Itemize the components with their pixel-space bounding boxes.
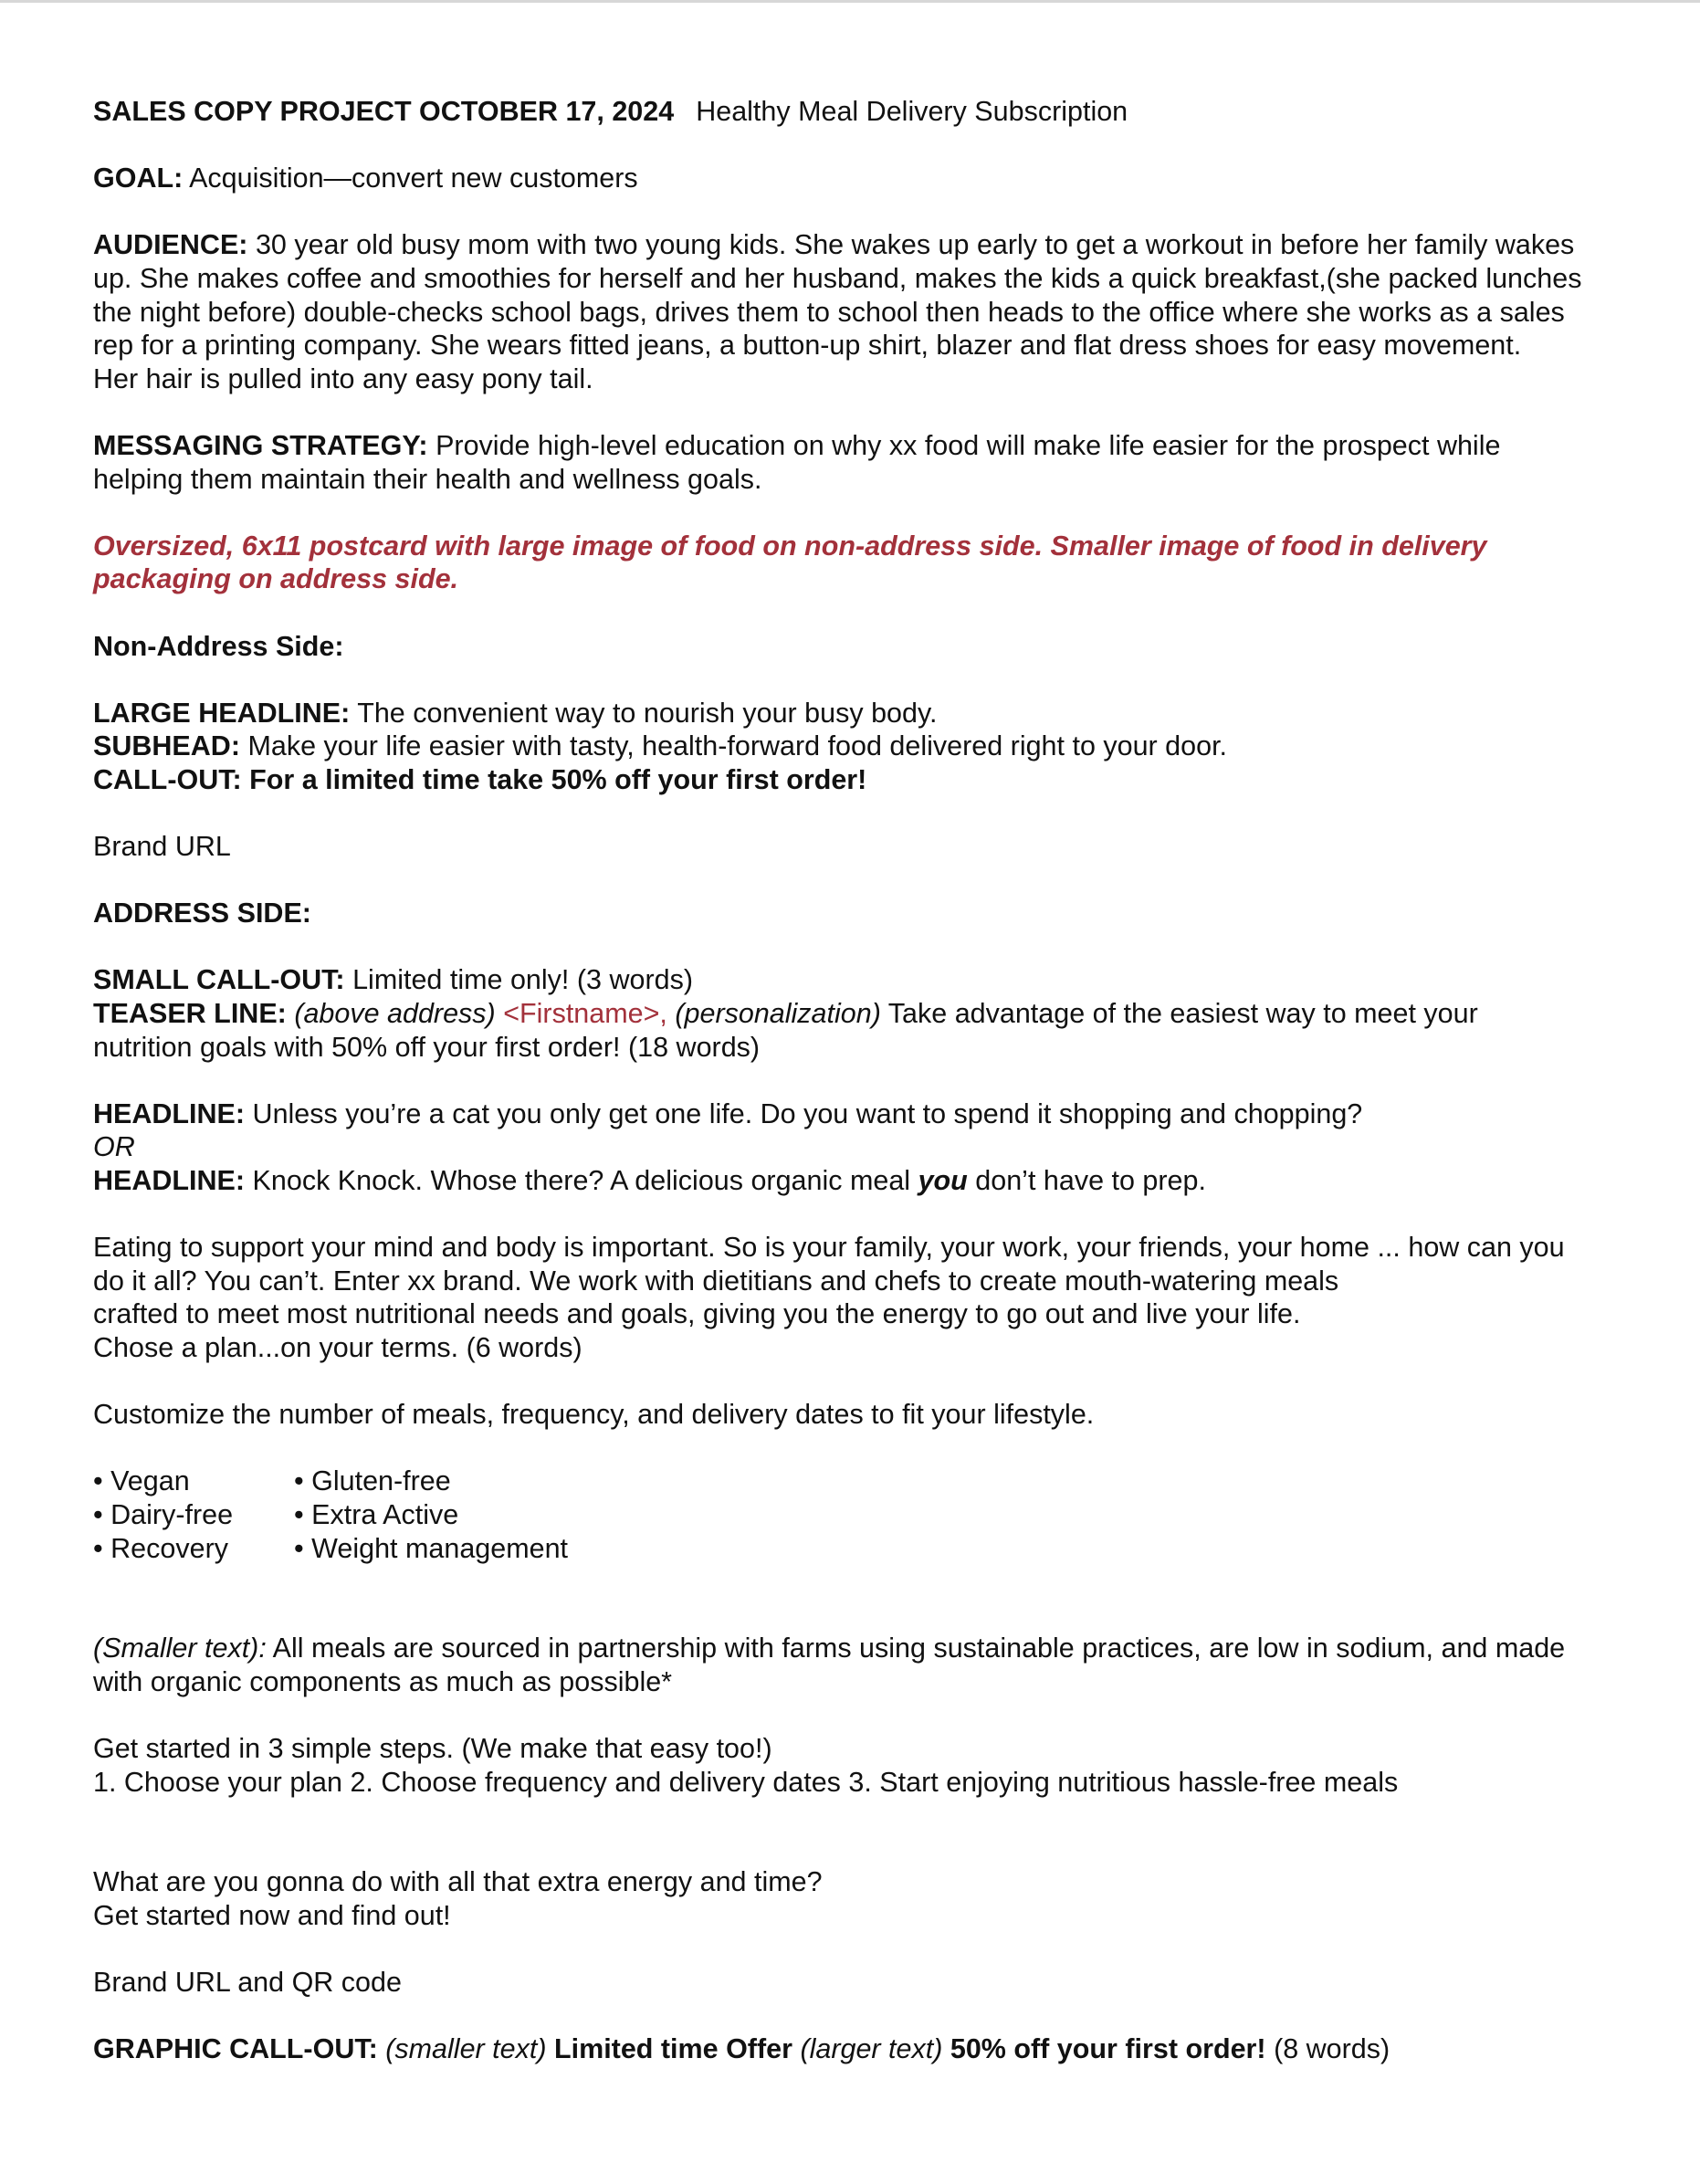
document-title-line (93, 95, 1609, 129)
list-item: • Gluten-free (294, 1465, 451, 1497)
list-item: • Dairy-free (93, 1498, 234, 1530)
closing-line: Get started now and find out! (93, 1899, 451, 1931)
audience-line: AUDIENCE: 30 year old busy mom with two young kids. She wakes up early to get a workout in before her family wakes (93, 229, 1575, 261)
address-callouts (93, 963, 1609, 1064)
audience-paragraph (93, 228, 1609, 395)
document-page (93, 95, 1609, 2066)
plan-options-list (93, 1465, 1609, 1565)
customize-line: Customize the number of meals, frequency, and delivery dates to fit your lifestyle. (93, 1399, 1095, 1431)
address-side-heading: ADDRESS SIDE: (93, 898, 311, 929)
headline-options (93, 1097, 1609, 1198)
messaging-line: MESSAGING STRATEGY: Provide high-level education on why xx food will make life easier for the prospect while (93, 429, 1501, 461)
brand-url: Brand URL (93, 831, 231, 863)
audience-label: AUDIENCE: (93, 229, 248, 261)
emphasis-you: you (918, 1165, 968, 1196)
steps-list: 1. Choose your plan 2. Choose frequency and delivery dates 3. Start enjoying nutritious hassle-free meals (93, 1766, 1399, 1798)
non-address-heading: Non-Address Side: (93, 630, 344, 662)
call-out: CALL-OUT: For a limited time take 50% off your first order! (93, 763, 867, 795)
format-note-line: Oversized, 6x11 postcard with large image of food on non-address side. Smaller image of food in delivery (93, 530, 1487, 562)
audience-line: Her hair is pulled into any easy pony tail. (93, 362, 593, 394)
body-copy (93, 1231, 1609, 1364)
body-line: crafted to meet most nutritional needs and goals, giving you the energy to go out and live your life. (93, 1298, 1301, 1330)
list-item: • Vegan (93, 1465, 190, 1497)
body-line: Eating to support your mind and body is important. So is your family, your work, your friends, your home ... how can you (93, 1232, 1565, 1264)
firstname-token: <Firstname>, (503, 998, 667, 1030)
smaller-text-line: (Smaller text): All meals are sourced in partnership with farms using sustainable practices, are low in sodium, and made (93, 1633, 1566, 1664)
audience-line: the night before) double-checks school bags, drives them to school then heads to the office where she works as a sales (93, 296, 1565, 328)
small-call-out: SMALL CALL-OUT: Limited time only! (3 words) (93, 964, 693, 996)
smaller-text-note (93, 1632, 1609, 1698)
format-note (93, 530, 1609, 596)
closing-copy (93, 1865, 1609, 1932)
headline-option-2: HEADLINE: Knock Knock. Whose there? A delicious organic meal you don’t have to prep. (93, 1165, 1206, 1196)
list-item: • Extra Active (294, 1498, 459, 1530)
steps-intro: Get started in 3 simple steps. (We make that easy too!) (93, 1733, 772, 1765)
headline-or: OR (93, 1131, 135, 1163)
list-item: • Recovery (93, 1532, 228, 1564)
graphic-call-out: GRAPHIC CALL-OUT: (smaller text) Limited time Offer (larger text) 50% off your first order! (8 words) (93, 2033, 1390, 2065)
messaging-line: helping them maintain their health and wellness goals. (93, 463, 762, 495)
steps-block (93, 1732, 1609, 1799)
messaging-paragraph (93, 429, 1609, 496)
format-note-line: packaging on address side. (93, 563, 459, 595)
closing-line: What are you gonna do with all that extra energy and time? (93, 1866, 823, 1898)
teaser-line-continued: nutrition goals with 50% off your first order! (18 words) (93, 1031, 761, 1063)
body-line: Chose a plan...on your terms. (6 words) (93, 1331, 582, 1363)
spacer (93, 1599, 1609, 1633)
spacer (93, 1799, 1609, 1865)
teaser-line: TEASER LINE: (above address) <Firstname>, (personalization) Take advantage of the easiest way to meet your (93, 998, 1478, 1030)
non-address-copy (93, 697, 1609, 797)
body-line: do it all? You can’t. Enter xx brand. We work with dietitians and chefs to create mouth-watering meals (93, 1265, 1339, 1297)
goal-paragraph (93, 162, 1609, 195)
goal-label: GOAL: (93, 163, 184, 194)
audience-line: up. She makes coffee and smoothies for herself and her husband, makes the kids a quick breakfast,(she packed lunches (93, 262, 1582, 294)
top-border (0, 0, 1700, 3)
subhead: SUBHEAD: Make your life easier with tasty, health-forward food delivered right to your door. (93, 730, 1228, 762)
large-headline: LARGE HEADLINE: The convenient way to nourish your busy body. (93, 697, 938, 729)
brand-url-qr: Brand URL and QR code (93, 1967, 402, 1999)
goal-text: Acquisition—convert new customers (189, 163, 638, 194)
document-title: SALES COPY PROJECT OCTOBER 17, 2024 (93, 96, 675, 127)
messaging-label: MESSAGING STRATEGY: (93, 429, 428, 461)
list-item: • Weight management (294, 1532, 569, 1564)
smaller-text-line: with organic components as much as possible* (93, 1665, 673, 1697)
headline-option-1: HEADLINE: Unless you’re a cat you only get one life. Do you want to spend it shopping and chopping? (93, 1097, 1363, 1129)
document-subtitle: Healthy Meal Delivery Subscription (696, 96, 1128, 127)
audience-line: rep for a printing company. She wears fitted jeans, a button-up shirt, blazer and flat dress shoes for easy movement. (93, 330, 1522, 362)
